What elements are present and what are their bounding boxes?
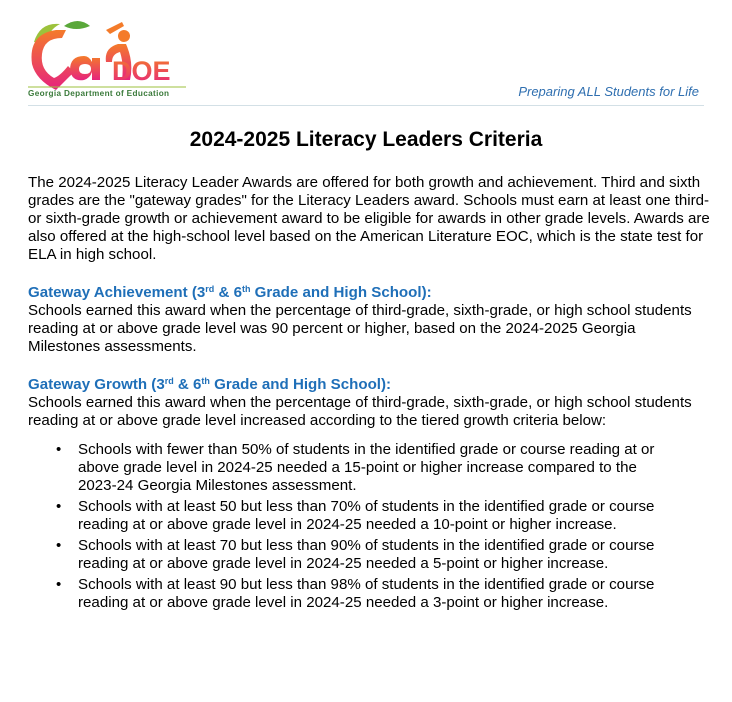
- bullet-icon: •: [56, 537, 62, 554]
- logo-subtitle: Georgia Department of Education: [28, 89, 170, 98]
- section-heading: Gateway Growth (3rd & 6th Grade and High School):: [28, 376, 392, 393]
- section-heading: Gateway Achievement (3rd & 6th Grade and High School):: [28, 284, 432, 301]
- gateway-growth-section: [28, 376, 710, 612]
- list-item: • Schools with at least 50 but less than 70% of students in the identified grade or course reading at or above grade level in 2024-25 needed a 10-point or higher increase.: [56, 498, 655, 533]
- document-body: [28, 174, 710, 615]
- list-item: • Schools with at least 70 but less than 90% of students in the identified grade or course reading at or above grade level in 2024-25 needed a 5-point or higher increase.: [56, 537, 655, 572]
- list-item: • Schools with at least 90 but less than 98% of students in the identified grade or course reading at or above grade level in 2024-25 needed a 3-point or higher increase.: [56, 576, 655, 611]
- bullet-icon: •: [56, 441, 62, 458]
- svg-text:DOE: DOE: [112, 56, 171, 86]
- intro-paragraph: The 2024-2025 Literacy Leader Awards are offered for both growth and achievement. Third and sixth grades are the "gateway grades" for the Literacy Leaders award. Schools must earn at least one third- or sixth-grade growth or achievement award to be eligible for awards in other grade levels. Awards are also offered at the high-school level based on the American Literature EOC, which is the state test for ELA in high school.: [28, 174, 710, 263]
- tagline: Preparing ALL Students for Life: [518, 84, 699, 99]
- bullet-icon: •: [56, 576, 62, 593]
- bullet-icon: •: [56, 498, 62, 515]
- gateway-achievement-section: [28, 284, 710, 356]
- list-item: • Schools with fewer than 50% of students in the identified grade or course reading at or above grade level in 2024-25 needed a 15-point or higher increase compared to the 2023-24 Georgia Milestones assessment.: [56, 441, 655, 494]
- section-body: Schools earned this award when the percentage of third-grade, sixth-grade, or high school students reading at or above grade level was 90 percent or higher, based on the 2024-2025 Georgia Milestones assessments.: [28, 302, 692, 355]
- growth-criteria-list: [28, 441, 668, 612]
- header-divider: [28, 105, 704, 106]
- section-body: Schools earned this award when the percentage of third-grade, sixth-grade, or high school students reading at or above grade level increased according to the tiered growth criteria below:: [28, 394, 692, 429]
- page-title: 2024-2025 Literacy Leaders Criteria: [189, 128, 543, 151]
- gadoe-logo: [26, 14, 191, 104]
